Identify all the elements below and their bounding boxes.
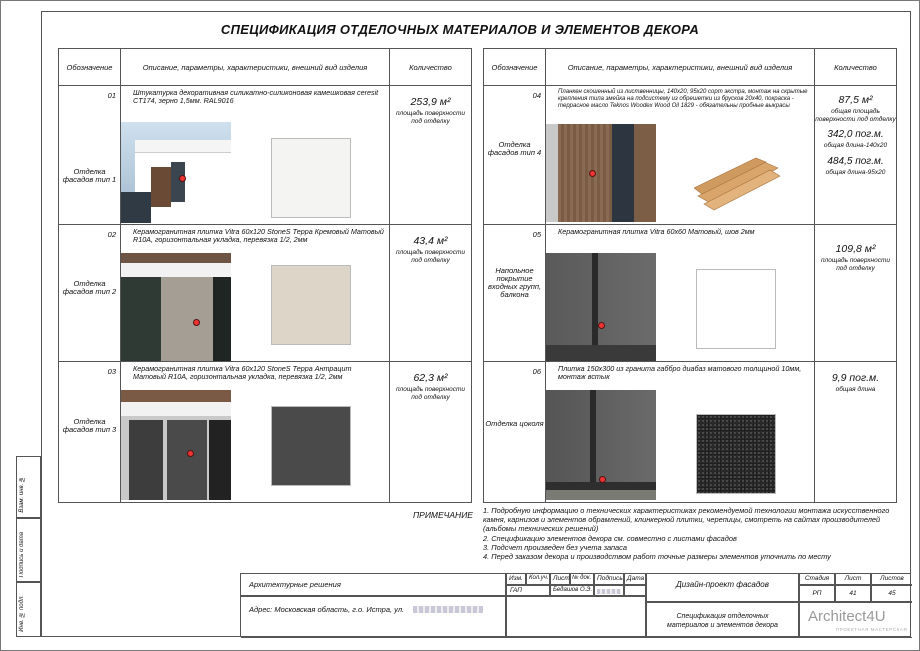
material-swatch — [696, 414, 776, 494]
note-item: 3. Подсчет произведен без учета запаса — [483, 542, 627, 552]
wood-planks-image — [694, 156, 780, 212]
marker-dot — [187, 450, 194, 457]
row-code: 06 — [532, 367, 541, 376]
facade-render-image — [121, 390, 231, 500]
company-logo-subtitle: ПРОЕКТНАЯ МАСТЕРСКАЯ — [836, 627, 908, 632]
side-field-replacement — [16, 456, 41, 518]
stamp-section: Архитектурные решения — [249, 580, 341, 589]
redacted-text — [413, 606, 483, 613]
stamp-sheets-label-cell — [871, 574, 912, 585]
row-quantity-note: площадь поверхности под отделку — [395, 386, 466, 401]
row-quantity-note: площадь поверхности под отделку — [395, 110, 466, 125]
stamp-col-header: Кол.уч. — [526, 574, 550, 585]
stamp-sheet-label-cell — [835, 574, 871, 585]
header-designation: Обозначение — [59, 49, 121, 86]
row-quantity-note: площадь поверхности под отделку — [820, 257, 891, 272]
stamp-author: Бедашов О.Э. — [553, 587, 593, 593]
row-quantity: 87,5 м² — [838, 94, 873, 106]
spec-table-right — [483, 48, 897, 503]
row-quantity: 484,5 пог.м. — [827, 155, 884, 167]
row-description: Штукатурка декоративная силикатно-силиконовая камешковая ceresit CT174, зерно 1,5мм. RAL9016 — [133, 88, 379, 105]
row-code: 01 — [107, 91, 116, 100]
row-quantity: 253,9 м² — [410, 96, 451, 108]
stamp-stage-label-cell — [799, 574, 835, 585]
notes-label: ПРИМЕЧАНИЕ — [413, 510, 473, 520]
row-description: Планкен скошенный из лиственницы, 140x20, 95x20 сорт экстра, монтаж на скрытые крепления типа змейка на подсистему из обрешетки из брусков 20x40, покраска - террасное масло Teknos Woodex Wood Oil 1829 - обязательны пробные выкрасы — [558, 89, 808, 109]
stamp-stage: РП — [812, 590, 822, 597]
stamp-col-header: Подпись — [594, 574, 624, 585]
stamp-sheet-title-cell — [646, 602, 799, 638]
table-row — [59, 86, 472, 225]
row-quantity: 109,8 м² — [835, 243, 876, 255]
stamp-project-cell — [646, 574, 799, 602]
stamp-gap: ГАП — [510, 587, 522, 594]
table-row — [484, 86, 897, 225]
header-quantity: Количество — [815, 49, 897, 86]
row-code: 02 — [107, 230, 116, 239]
stamp-section-cell — [241, 574, 506, 596]
facade-render-image — [546, 390, 656, 500]
row-code: 04 — [532, 91, 541, 100]
row-label: Отделка фасадов тип 2 — [62, 279, 117, 296]
side-label: Инв. № подл. — [19, 595, 25, 632]
table-row — [59, 225, 472, 362]
row-label: Отделка фасадов тип 3 — [62, 417, 117, 434]
row-description: Керамогранитная плитка Vitra 60x120 StoneS Терра Кремовый Матовый R10A, горизонтальная укладка, перевязка 1/2, 2мм — [133, 227, 384, 244]
stamp-sheet-cell — [835, 585, 871, 602]
table-row — [484, 362, 897, 503]
row-label: Напольное покрытие входных групп, балкона — [487, 266, 542, 299]
marker-dot — [598, 322, 605, 329]
row-quantity: 9,9 пог.м. — [831, 372, 880, 384]
stamp-stage-cell — [799, 585, 835, 602]
marker-dot — [589, 170, 596, 177]
company-logo: Architect4U — [808, 608, 886, 625]
stamp-col-header: Изм. — [506, 574, 526, 585]
row-quantity: 62,3 м² — [413, 372, 448, 384]
stamp-logo-cell — [799, 602, 912, 638]
stamp-gap-cell — [506, 585, 550, 596]
row-quantity-note: общая длина — [835, 386, 876, 393]
stamp-address: Адрес: Московская область, г.о. Истра, ул. — [249, 605, 405, 614]
side-field-inventory — [16, 582, 41, 637]
side-label: Взам. инв. № — [19, 476, 25, 513]
marker-dot — [179, 175, 186, 182]
facade-render-image — [546, 124, 656, 222]
stamp-sheet-title: Спецификация отделочных материалов и элементов декора — [667, 613, 778, 629]
notes-list — [483, 506, 898, 561]
row-label: Отделка фасадов тип 1 — [62, 167, 117, 184]
stamp-col-header: Лист — [550, 574, 570, 585]
row-code: 05 — [532, 230, 541, 239]
stamp-stage-label: Стадия — [804, 575, 830, 582]
material-swatch — [271, 138, 351, 218]
note-item: 1. Подробную информацию о технических характеристиках рекомендуемой технологии монтажа искусственного камня, карнизов и элементов обрамлений, клинкерной плитки, черепицы, смотреть на сайтах производителей (альбомы технических решений) — [483, 506, 890, 534]
stamp-sheets-label: Листов — [880, 575, 904, 582]
side-label: Подпись и дата — [19, 531, 25, 577]
material-swatch — [271, 265, 351, 345]
row-label: Отделка фасадов тип 4 — [487, 140, 542, 157]
header-description: Описание, параметры, характеристики, внешний вид изделия — [121, 49, 390, 86]
header-description: Описание, параметры, характеристики, внешний вид изделия — [546, 49, 815, 86]
stamp-sheet-label: Лист — [844, 575, 862, 582]
row-label: Отделка цоколя — [485, 419, 544, 428]
stamp-sheets: 45 — [888, 590, 896, 597]
row-quantity-note: общая длина-140x20 — [823, 142, 888, 149]
spec-table-left — [58, 48, 472, 503]
facade-render-image — [546, 253, 656, 361]
facade-render-image — [121, 122, 231, 223]
header-quantity: Количество — [390, 49, 472, 86]
stamp-signature-cell — [594, 585, 624, 596]
row-quantity: 342,0 пог.м. — [827, 129, 884, 140]
marker-dot — [599, 476, 606, 483]
title-block — [240, 573, 911, 637]
row-quantity-note: общая длина-95x20 — [825, 168, 886, 176]
row-quantity: 43,4 м² — [413, 235, 448, 247]
row-description: Плитка 150x300 из гранита габбро диабаз матового толщиной 10мм, монтаж встык — [558, 364, 802, 381]
stamp-date-cell — [624, 585, 646, 596]
stamp-project: Дизайн-проект фасадов — [676, 580, 769, 589]
signature-mark — [597, 589, 621, 594]
row-description: Керамогранитная плитка Vitra 60x60 Матовый, шов 2мм — [558, 227, 755, 236]
stamp-col-header: Дата — [624, 574, 646, 585]
note-item: 4. Перед заказом декора и производством работ точные размеры элементов уточнить по месту — [483, 552, 831, 562]
stamp-sheet: 41 — [849, 590, 857, 597]
stamp-col-header: № док. — [570, 574, 594, 585]
material-swatch — [271, 406, 351, 486]
page-title: СПЕЦИФИКАЦИЯ ОТДЕЛОЧНЫХ МАТЕРИАЛОВ И ЭЛЕМЕНТОВ ДЕКОРА — [220, 22, 700, 37]
stamp-author-cell — [550, 585, 594, 596]
stamp-address-cell — [241, 596, 506, 638]
side-field-signature — [16, 518, 41, 582]
facade-render-image — [121, 253, 231, 361]
stamp-sheets-cell — [871, 585, 912, 602]
table-row — [59, 362, 472, 503]
row-code: 03 — [107, 367, 116, 376]
marker-dot — [193, 319, 200, 326]
material-swatch — [696, 269, 776, 349]
note-item: 2. Спецификацию элементов декора см. совместно с листами фасадов — [483, 533, 737, 543]
table-row — [484, 225, 897, 362]
row-description: Керамогранитная плитка Vitra 60x120 StoneS Терра Антрацит Матовый R10A, горизонтальная укладка, перевязка 1/2, 2мм — [133, 364, 352, 381]
row-quantity-note: площадь поверхности под отделку — [395, 249, 466, 264]
header-designation: Обозначение — [484, 49, 546, 86]
stamp-empty-block — [506, 596, 646, 638]
row-quantity-note: общая площадь поверхности под отделку — [815, 108, 896, 123]
